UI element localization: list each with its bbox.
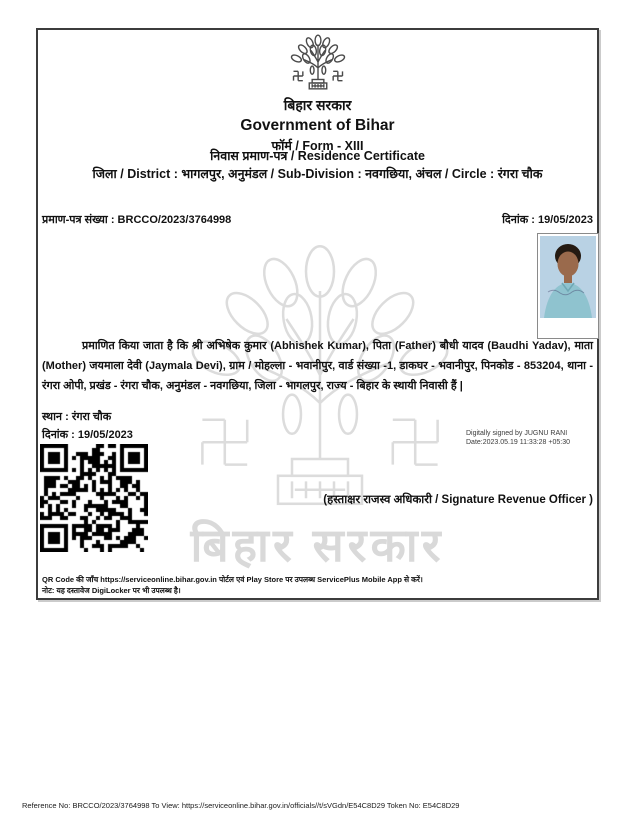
watermark-text: बिहार सरकार <box>190 519 445 571</box>
title-block <box>38 147 597 183</box>
government-name-hindi: बिहार सरकार <box>283 97 352 113</box>
issue-date: दिनांक : 19/05/2023 <box>42 429 133 441</box>
qr-verification-note: QR Code की जाँच https://serviceonline.bihar.gov.in पोर्टल एवं Play Store पर उपलब्ध ServicePlus Mobile App से करें। <box>42 575 423 584</box>
district-subdivision-circle-line: जिला / District : भागलपुर, अनुमंडल / Sub-Division : नवगछिया, अंचल / Circle : रंगरा चौक <box>92 167 543 181</box>
meta-row <box>42 212 593 227</box>
digital-signature-line1: Digitally signed by JUGNU RANI <box>466 430 568 437</box>
notes-block <box>42 575 593 596</box>
footer-reference: Reference No: BRCCO/2023/3764998 To View: https://serviceonline.bihar.gov.in/officials//t/sVGdn/E54C8D29 Token No: E54C8D29 <box>22 801 460 810</box>
government-name-english: Government of Bihar <box>240 117 395 134</box>
digilocker-note: नोट: यह दस्तावेज DigiLocker पर भी उपलब्ध है। <box>42 585 181 595</box>
certificate-header <box>38 34 597 154</box>
bihar-emblem-icon <box>288 34 348 90</box>
certificate-border-box <box>36 28 599 600</box>
applicant-photo <box>537 233 599 339</box>
certificate-number: प्रमाण-पत्र संख्या : BRCCO/2023/3764998 <box>42 214 232 226</box>
digital-signature-line2: Date:2023.05.19 11:33:28 +05:30 <box>466 439 570 446</box>
applicant-photo-image <box>540 236 596 318</box>
qr-code <box>40 444 148 552</box>
signature-officer-line: (हस्ताक्षर राजस्व अधिकारी / Signature Revenue Officer ) <box>323 494 593 506</box>
certificate-body-text: प्रमाणित किया जाता है कि श्री अभिषेक कुमार (Abhishek Kumar), पिता (Father) बौधी यादव (Baudhi Yadav), माता (Mother) जयमाला देवी (Jaymala Devi), ग्राम / मोहल्ला - भवानीपुर, वार्ड संख्या -1, डाकघर - भवानीपुर, पिनकोड - 853204, थाना - रंगरा ओपी, प्रखंड - रंगरा चौक, अनुमंडल - नवगछिया, जिला - भागलपुर, राज्य - बिहार के स्थायी निवासी हैं | <box>42 340 593 392</box>
form-number: फॉर्म / Form - XIII <box>271 139 364 153</box>
issue-date-top: दिनांक : 19/05/2023 <box>502 214 593 226</box>
digital-signature-block <box>466 429 570 447</box>
issue-place: स्थान : रंगरा चौक <box>42 411 112 423</box>
certificate-title: निवास प्रमाण-पत्र / Residence Certificate <box>210 149 425 163</box>
